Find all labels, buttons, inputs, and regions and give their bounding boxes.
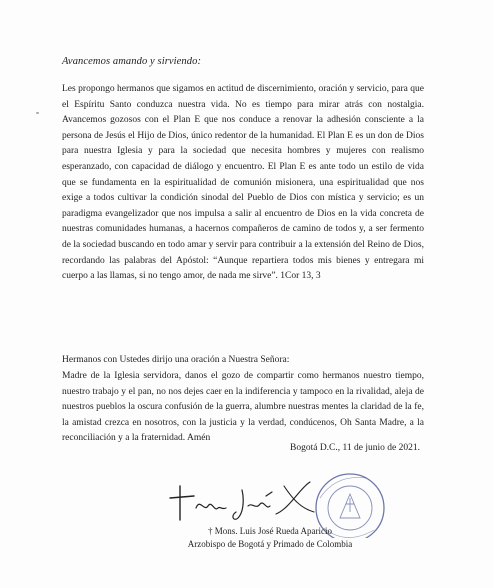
prayer-text: Madre de la Iglesia servidora, danos el gozo de compartir como hermanos nuestro tiempo, nuestro trabajo y el pan, no nos dejes caer en la indiferencia y tampoco en la rivalidad, aleja de nuestros pueblos la oscura confusión de la guerra, alumbre nuestras mentes la claridad de la fe, la amistad crezca en nosotros, con la justicia y la verdad, condúcenos, Oh Santa Madre, a la reconciliación y a la fraternidad. Amén	[62, 371, 424, 444]
body-paragraph	[62, 82, 424, 285]
letter-date: Bogotá D.C., 11 de junio de 2021.	[290, 443, 420, 453]
signer-block	[150, 525, 390, 551]
paragraph-text: Les propongo hermanos que sigamos en actitud de discernimiento, oración y servicio, para que el Espíritu Santo conduzca nuestra vida. No es tiempo para mirar atrás con nostalgia. Avancemos gozosos con el Plan E que nos conduce a renovar la adhesión consciente a la persona de Jesús el Hijo de Dios, único redentor de la humanidad. El Plan E es un don de Dios para nuestra Iglesia y para la sociedad que necesita hombres y mujeres con realismo esperanzado, con capacidad de diálogo y encuentro. El Plan E es ante todo un estilo de vida que se fundamenta en la espiritualidad de comunión misionera, una espiritualidad que nos exige a todos cultivar la condición sinodal del Pueblo de Dios con mística y servicio; es un paradigma evangelizador que nos impulsa a salir al encuentro de Dios en la vida concreta de nuestras comunidades humanas, a hacernos compañeros de camino de todos y, a ser fermento de la sociedad buscando en todo amar y servir para contribuir a la extensión del Reino de Dios, recordando las palabras del Apóstol: “Aunque repartiera todos mis bienes y entregara mi cuerpo a las llamas, si no tengo amor, de nada me sirve”. 1Cor 13, 3	[62, 84, 424, 282]
prayer-intro-text: Hermanos con Ustedes dirijo una oración a Nuestra Señora:	[62, 355, 290, 365]
section-heading: Avancemos amando y sirviendo:	[62, 56, 202, 67]
signer-title: Arzobispo de Bogotá y Primado de Colombia	[187, 539, 353, 549]
scan-mark	[36, 112, 39, 114]
prayer-intro	[62, 353, 424, 369]
signer-name: † Mons. Luis José Rueda Aparicio	[208, 526, 332, 536]
prayer-paragraph	[62, 369, 424, 447]
